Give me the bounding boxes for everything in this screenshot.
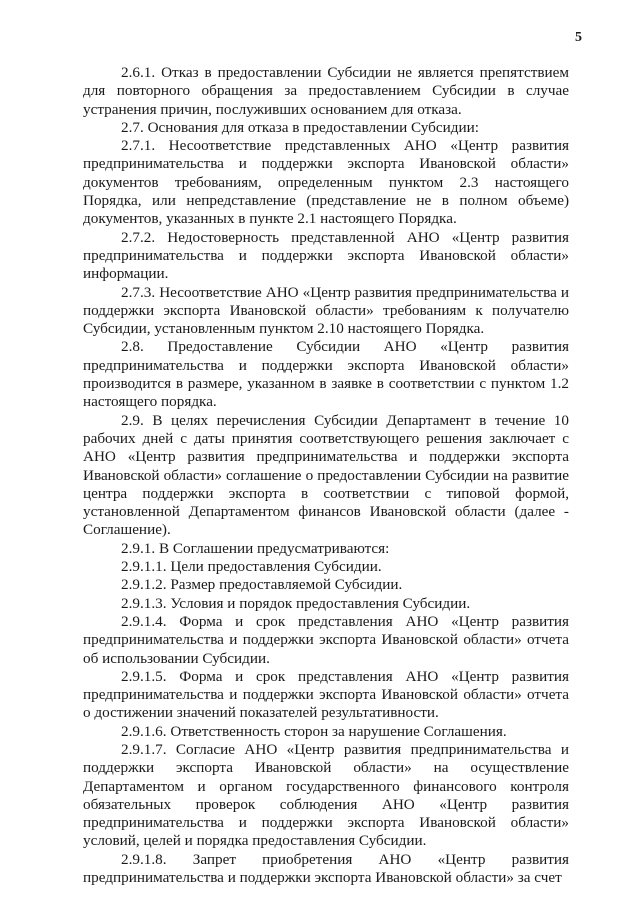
paragraph-2-9-1-3: 2.9.1.3. Условия и порядок предоставления Субсидии. xyxy=(121,594,471,612)
paragraph-2-6-1: 2.6.1. Отказ в предоставлении Субсидии не является препятствием для повторного обращения за предоставлением Субсидии в случае устранения причин, послуживших основанием для отказа. xyxy=(83,64,569,118)
paragraph-2-9: 2.9. В целях перечисления Субсидии Департамент в течение 10 рабочих дней с даты принятия соответствующего решения заключает с АНО «Центр развития предпринимательства и поддержки экспорта Ивановской области» соглашение о предоставлении Субсидии на развитие центра поддержки экспорта в соответствии с типовой формой, установленной Департаментом финансов Ивановской области (далее - Соглашение). xyxy=(83,411,569,539)
paragraph-2-9-1-5: 2.9.1.5. Форма и срок представления АНО «Центр развития предпринимательства и поддержки экспорта Ивановской области» отчета о достижении значений показателей результативности. xyxy=(83,667,569,722)
paragraph-2-9-1-2: 2.9.1.2. Размер предоставляемой Субсидии. xyxy=(121,576,403,594)
document-body xyxy=(83,64,569,887)
paragraph-2-9-1-6: 2.9.1.6. Ответственность сторон за нарушение Соглашения. xyxy=(121,722,507,740)
page-number: 5 xyxy=(575,30,582,45)
paragraph-2-8: 2.8. Предоставление Субсидии АНО «Центр развития предпринимательства и поддержки экспорта Ивановской области» производится в размере, указанном в заявке в соответствии с пунктом 1.2 настоящего порядка. xyxy=(83,338,569,411)
paragraph-2-9-1-7: 2.9.1.7. Согласие АНО «Центр развития предпринимательства и поддержки экспорта Ивановской области» на осуществление Департаментом и органом государственного финансового контроля обязательных проверок соблюдения АНО «Центр развития предпринимательства и поддержки экспорта Ивановской области» условий, целей и порядка предоставления Субсидии. xyxy=(83,740,569,850)
paragraph-2-9-1-1: 2.9.1.1. Цели предоставления Субсидии. xyxy=(121,558,382,576)
paragraph-2-9-1-4: 2.9.1.4. Форма и срок представления АНО «Центр развития предпринимательства и поддержки экспорта Ивановской области» отчета об использовании Субсидии. xyxy=(83,612,569,667)
paragraph-2-7-2: 2.7.2. Недостоверность представленной АНО «Центр развития предпринимательства и поддержки экспорта Ивановской области» информации. xyxy=(83,228,569,283)
paragraph-2-7: 2.7. Основания для отказа в предоставлении Субсидии: xyxy=(121,118,479,136)
paragraph-2-9-1-8: 2.9.1.8. Запрет приобретения АНО «Центр развития предпринимательства и поддержки экспорта Ивановской области» за счет xyxy=(83,850,569,887)
paragraph-2-7-3: 2.7.3. Несоответствие АНО «Центр развития предпринимательства и поддержки экспорта Ивановской области» требованиям к получателю Субсидии, установленным пунктом 2.10 настоящего Порядка. xyxy=(83,283,569,338)
paragraph-2-9-1: 2.9.1. В Соглашении предусматриваются: xyxy=(121,539,390,557)
paragraph-2-7-1: 2.7.1. Несоответствие представленных АНО «Центр развития предпринимательства и поддержки экспорта Ивановской области» документов требованиям, определенным пунктом 2.3 настоящего Порядка, или непредставление (представление не в полном объеме) документов, указанных в пункте 2.1 настоящего Порядка. xyxy=(83,137,569,228)
